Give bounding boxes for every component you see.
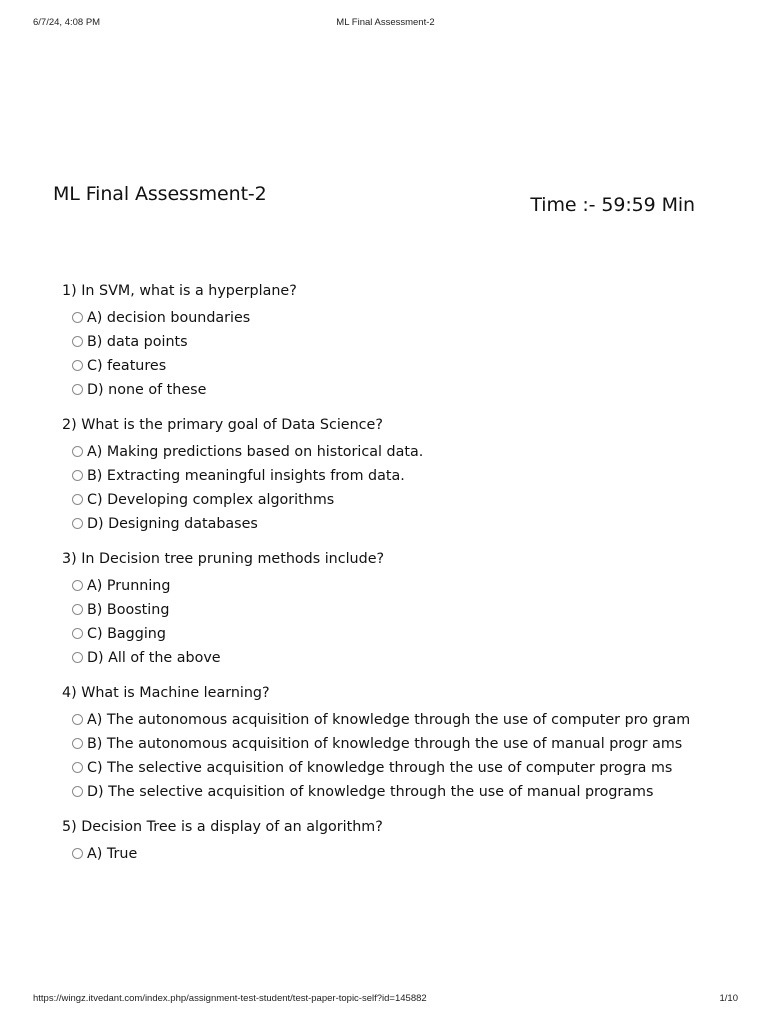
question-4 [62, 684, 702, 804]
option-label: C) Bagging [87, 626, 166, 642]
page-number: 1/10 [719, 993, 738, 1004]
option-a[interactable] [72, 306, 702, 330]
radio-icon[interactable] [72, 336, 83, 347]
question-5 [62, 818, 702, 866]
option-c[interactable] [72, 756, 702, 780]
print-footer [33, 993, 738, 1009]
option-label: A) True [87, 846, 138, 862]
question-2 [62, 416, 702, 536]
option-c[interactable] [72, 488, 702, 512]
option-label: D) none of these [87, 382, 207, 398]
radio-icon[interactable] [72, 494, 83, 505]
question-text: 5) Decision Tree is a display of an algorithm? [62, 819, 383, 835]
radio-icon[interactable] [72, 738, 83, 749]
radio-icon[interactable] [72, 580, 83, 591]
option-label: A) Prunning [87, 578, 171, 594]
options-list [62, 440, 702, 536]
option-b[interactable] [72, 464, 702, 488]
option-label: C) The selective acquisition of knowledge through the use of computer progra ms [87, 760, 673, 776]
print-doc-title: ML Final Assessment-2 [336, 17, 435, 28]
options-list [62, 842, 702, 866]
option-d[interactable] [72, 646, 702, 670]
question-list [62, 282, 702, 880]
radio-icon[interactable] [72, 786, 83, 797]
option-d[interactable] [72, 378, 702, 402]
option-label: A) decision boundaries [87, 310, 251, 326]
radio-icon[interactable] [72, 446, 83, 457]
option-a[interactable] [72, 842, 702, 866]
page-url: https://wingz.itvedant.com/index.php/assignment-test-student/test-paper-topic-self?id=145882 [33, 993, 427, 1004]
option-d[interactable] [72, 780, 702, 804]
option-label: D) All of the above [87, 650, 221, 666]
option-label: C) Developing complex algorithms [87, 492, 335, 508]
option-c[interactable] [72, 354, 702, 378]
radio-icon[interactable] [72, 762, 83, 773]
option-b[interactable] [72, 330, 702, 354]
question-text: 3) In Decision tree pruning methods include? [62, 551, 385, 567]
option-label: D) Designing databases [87, 516, 258, 532]
radio-icon[interactable] [72, 518, 83, 529]
question-1 [62, 282, 702, 402]
option-label: B) The autonomous acquisition of knowledge through the use of manual progr ams [87, 736, 683, 752]
radio-icon[interactable] [72, 604, 83, 615]
print-header [33, 17, 738, 33]
print-datetime: 6/7/24, 4:08 PM [33, 17, 101, 28]
options-list [62, 708, 702, 804]
radio-icon[interactable] [72, 628, 83, 639]
option-label: B) Extracting meaningful insights from data. [87, 468, 405, 484]
page-title: ML Final Assessment-2 [53, 183, 267, 205]
option-a[interactable] [72, 440, 702, 464]
radio-icon[interactable] [72, 652, 83, 663]
question-text: 4) What is Machine learning? [62, 685, 270, 701]
option-a[interactable] [72, 708, 702, 732]
radio-icon[interactable] [72, 714, 83, 725]
option-c[interactable] [72, 622, 702, 646]
option-b[interactable] [72, 598, 702, 622]
radio-icon[interactable] [72, 470, 83, 481]
question-text: 1) In SVM, what is a hyperplane? [62, 283, 297, 299]
option-label: B) data points [87, 334, 188, 350]
radio-icon[interactable] [72, 360, 83, 371]
radio-icon[interactable] [72, 384, 83, 395]
option-label: B) Boosting [87, 602, 170, 618]
options-list [62, 574, 702, 670]
question-text: 2) What is the primary goal of Data Science? [62, 417, 383, 433]
timer-label: Time :- 59:59 Min [530, 194, 695, 216]
option-d[interactable] [72, 512, 702, 536]
question-3 [62, 550, 702, 670]
radio-icon[interactable] [72, 848, 83, 859]
radio-icon[interactable] [72, 312, 83, 323]
option-a[interactable] [72, 574, 702, 598]
option-label: A) Making predictions based on historical data. [87, 444, 424, 460]
option-label: C) features [87, 358, 167, 374]
option-b[interactable] [72, 732, 702, 756]
option-label: A) The autonomous acquisition of knowledge through the use of computer pro gram [87, 712, 691, 728]
options-list [62, 306, 702, 402]
option-label: D) The selective acquisition of knowledge through the use of manual programs [87, 784, 654, 800]
